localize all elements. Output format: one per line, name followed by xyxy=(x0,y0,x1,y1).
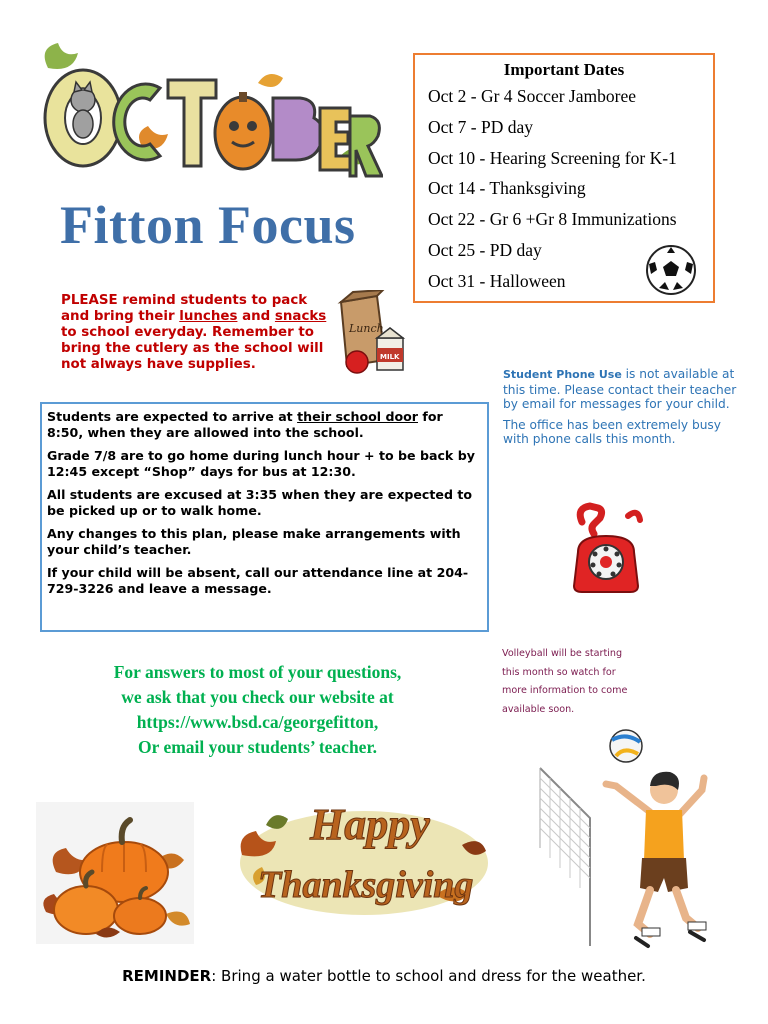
soccer-ball-icon xyxy=(645,244,697,296)
lunch-reminder-text: to school everyday. Remember to bring the cutlery as the school will not always have supplies. xyxy=(61,325,324,372)
volleyball-note xyxy=(502,645,672,719)
phone-note-lead: Student Phone Use xyxy=(503,368,622,381)
rules-paragraph: Grade 7/8 are to go home during lunch hour + to be back by 12:45 except “Shop” days for bus at 12:30. xyxy=(47,448,475,479)
lunches-word: lunches xyxy=(179,309,238,324)
lunch-bag-label: Lunch xyxy=(349,322,384,335)
volleyball-note-line: this month so watch for xyxy=(502,666,616,678)
page-title: Fitton Focus xyxy=(60,195,356,255)
phone-use-note xyxy=(503,367,743,453)
phone-note-paragraph: The office has been extremely busy with phone calls this month. xyxy=(503,417,721,446)
reminder-label: REMINDER xyxy=(122,967,212,985)
rules-paragraph: Any changes to this plan, please make arrangements with your child’s teacher. xyxy=(47,526,461,557)
school-rules-box xyxy=(40,402,489,632)
school-door-text: their school door xyxy=(297,409,418,424)
volleyball-player-image xyxy=(538,728,708,950)
volleyball-note-line: Volleyball will be starting xyxy=(502,648,623,659)
date-item: Oct 10 - Hearing Screening for K-1 xyxy=(428,147,677,168)
website-line: For answers to most of your questions, xyxy=(113,662,402,682)
reminder-text: : Bring a water bottle to school and dress for the weather. xyxy=(211,967,646,985)
date-item: Oct 25 - PD day xyxy=(428,239,542,260)
lunch-reminder xyxy=(61,293,333,373)
happy-text: Happy xyxy=(310,800,430,849)
lunch-bag-icon xyxy=(333,290,411,376)
thanksgiving-text: Thanksgiving xyxy=(258,864,474,906)
phone-note-text: is not available at this time. Please contact their teacher by email for messages for your child. xyxy=(503,367,737,411)
water-bottle-reminder xyxy=(0,967,768,985)
date-item: Oct 31 - Halloween xyxy=(428,270,566,291)
lunch-reminder-text: and xyxy=(237,309,275,324)
milk-label: MILK xyxy=(380,353,400,361)
rules-text: Students are expected to arrive at xyxy=(47,409,298,424)
rules-text: for 8:50, when they are allowed into the school. xyxy=(47,409,443,440)
website-note xyxy=(50,660,465,760)
date-item: Oct 14 - Thanksgiving xyxy=(428,178,586,199)
date-item: Oct 22 - Gr 6 +Gr 8 Immunizations xyxy=(428,209,677,230)
rules-paragraph: If your child will be absent, call our attendance line at 204-729-3226 and leave a message. xyxy=(47,565,469,596)
october-clipart xyxy=(38,38,383,198)
snacks-word: snacks xyxy=(274,309,327,324)
website-line: we ask that you check our website at xyxy=(121,687,394,707)
phone-note-paragraph xyxy=(503,367,743,412)
important-dates-list xyxy=(428,85,677,301)
lunch-reminder-text: PLEASE remind students to pack and bring their xyxy=(61,293,308,324)
important-dates-title: Important Dates xyxy=(503,60,625,79)
website-url: https://www.bsd.ca/georgefitton, xyxy=(136,712,379,732)
date-item: Oct 2 - Gr 4 Soccer Jamboree xyxy=(428,86,636,106)
volleyball-note-line: available soon. xyxy=(502,703,575,715)
rules-paragraph xyxy=(47,409,481,441)
happy-thanksgiving-clipart xyxy=(236,785,490,927)
volleyball-note-line: more information to come xyxy=(502,685,628,696)
website-line: Or email your students’ teacher. xyxy=(138,737,377,757)
rules-paragraph: All students are excused at 3:35 when they are expected to be picked up or to walk home. xyxy=(47,487,473,518)
pumpkins-image xyxy=(36,802,194,944)
date-item: Oct 7 - PD day xyxy=(428,116,533,137)
telephone-icon xyxy=(568,502,644,594)
